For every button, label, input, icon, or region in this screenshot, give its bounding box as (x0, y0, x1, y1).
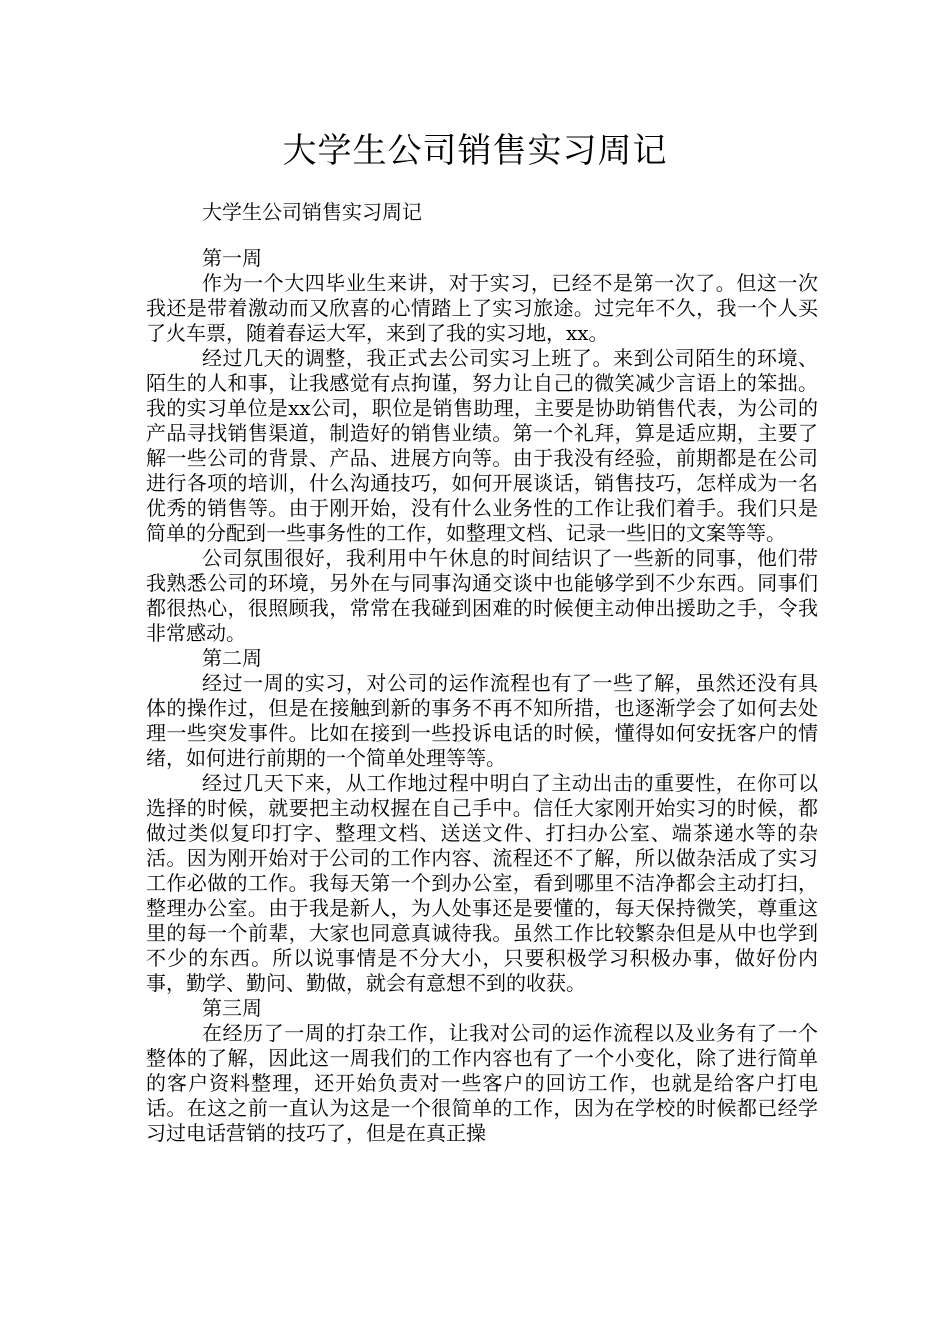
document-title: 大学生公司销售实习周记 (282, 131, 668, 171)
paragraph: 经过几天的调整，我正式去公司实习上班了。来到公司陌生的环境、陌生的人和事，让我感觉有点拘谨，努力让自己的微笑减少言语上的笨拙。我的实习单位是xx公司，职位是销售助理，主要是协助销售代表，为公司的产品寻找销售渠道，制造好的销售业绩。第一个礼拜，算是适应期，主要了解一些公司的背景、产品、进展方向等。由于我没有经验，前期都是在公司进行各项的培训，什么沟通技巧，如何开展谈话，销售技巧，怎样成为一名优秀的销售等。由于刚开始，没有什么业务性的工作让我们着手。我们只是简单的分配到一些事务性的工作，如整理文档、记录一些旧的文案等等。 (146, 346, 818, 545)
week-heading: 第一周 (202, 246, 262, 270)
paragraph: 经过一周的实习，对公司的运作流程也有了一些了解，虽然还没有具体的操作过，但是在接触到新的事务不再不知所措，也逐渐学会了如何去处理一些突发事件。比如在接到一些投诉电话的时候，懂得如何安抚客户的情绪，如何进行前期的一个简单处理等等。 (146, 671, 818, 770)
week-heading: 第二周 (202, 646, 262, 670)
paragraph: 公司氛围很好，我利用中午休息的时间结识了一些新的同事，他们带我熟悉公司的环境，另外在与同事沟通交谈中也能够学到不少东西。同事们都很热心，很照顾我，常常在我碰到困难的时候便主动伸出援助之手，令我非常感动。 (146, 546, 818, 645)
paragraph: 作为一个大四毕业生来讲，对于实习，已经不是第一次了。但这一次我还是带着激动而又欣喜的心情踏上了实习旅途。过完年不久，我一个人买了火车票，随着春运大军，来到了我的实习地，xx。 (146, 271, 818, 345)
week-heading: 第三周 (202, 996, 262, 1020)
document-subtitle: 大学生公司销售实习周记 (202, 200, 422, 224)
paragraph: 经过几天下来，从工作地过程中明白了主动出击的重要性，在你可以选择的时候，就要把主动权握在自己手中。信任大家刚开始实习的时候，都做过类似复印打字、整理文档、送送文件、打扫办公室、端茶递水等的杂活。因为刚开始对于公司的工作内容、流程还不了解，所以做杂活成了实习工作必做的工作。我每天第一个到办公室，看到哪里不洁净都会主动打扫，整理办公室。由于我是新人，为人处事还是要懂的，每天保持微笑，尊重这里的每一个前辈，大家也同意真诚待我。虽然工作比较繁杂但是从中也学到不少的东西。所以说事情是不分大小，只要积极学习积极办事，做好份内事，勤学、勤问、勤做，就会有意想不到的收获。 (146, 771, 818, 995)
document-body (146, 246, 818, 1146)
paragraph: 在经历了一周的打杂工作，让我对公司的运作流程以及业务有了一个整体的了解，因此这一周我们的工作内容也有了一个小变化，除了进行简单的客户资料整理，还开始负责对一些客户的回访工作，也就是给客户打电话。在这之前一直认为这是一个很简单的工作，因为在学校的时候都已经学习过电话营销的技巧了，但是在真正操 (146, 1021, 818, 1145)
